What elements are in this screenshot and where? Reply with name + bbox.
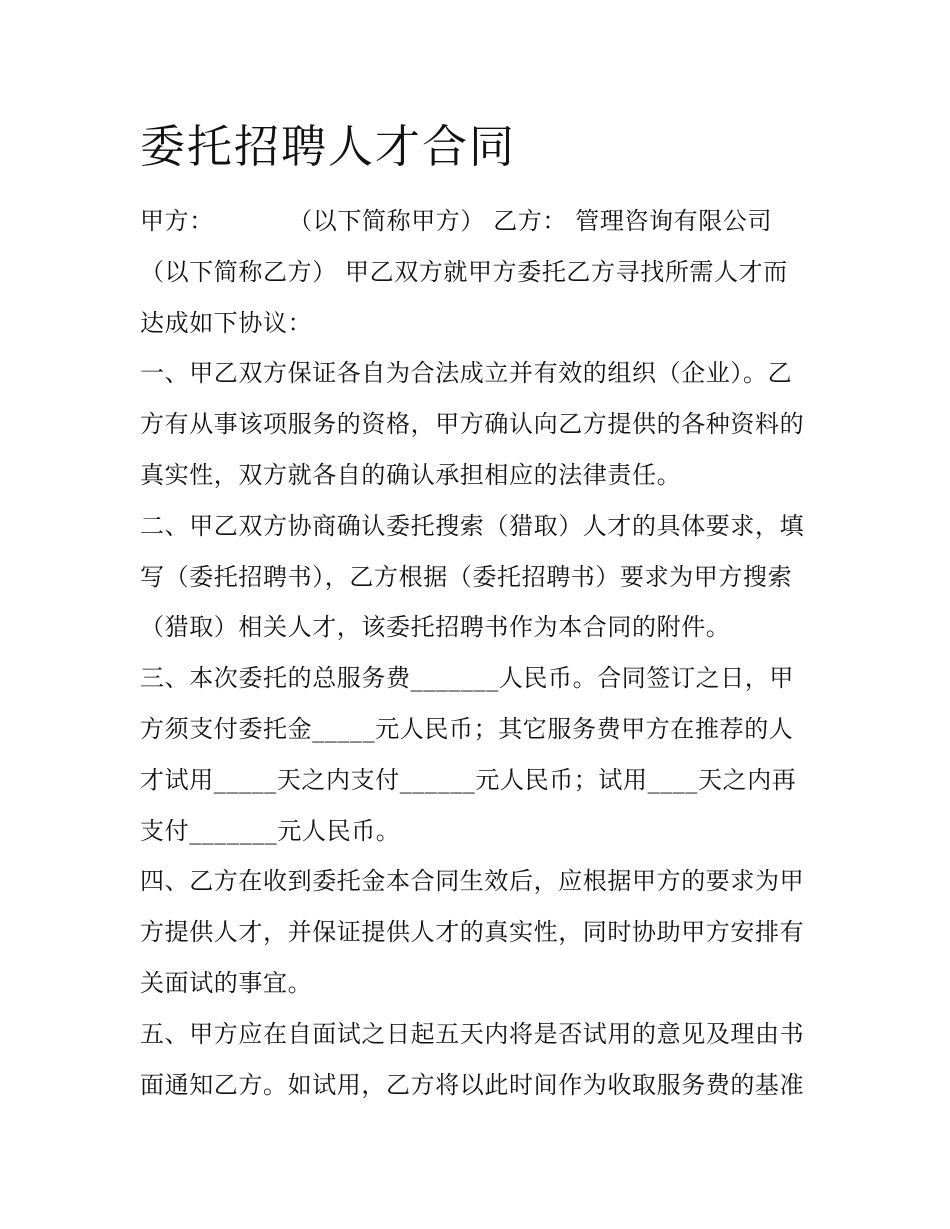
text-line: 二、甲乙双方协商确认委托搜索（猎取）人才的具体要求，填 — [140, 511, 805, 540]
document-title: 委托招聘人才合同 — [140, 120, 517, 173]
text-line: （猎取）相关人才，该委托招聘书作为本合同的附件。 — [140, 613, 731, 642]
text-line: 达成如下协议： — [140, 308, 313, 337]
text-line: 四、乙方在收到委托金本合同生效后，应根据甲方的要求为甲 — [140, 867, 805, 896]
text-line: 支付_______元人民币。 — [140, 816, 401, 845]
text-line: 五、甲方应在自面试之日起五天内将是否试用的意见及理由书 — [140, 1019, 805, 1048]
text-line: 写（委托招聘书），乙方根据（委托招聘书）要求为甲方搜索 — [140, 562, 793, 591]
text-line: 方提供人才，并保证提供人才的真实性，同时协助甲方安排有 — [140, 918, 805, 947]
text-line: 三、本次委托的总服务费_______人民币。合同签订之日，甲 — [140, 664, 794, 693]
text-line: 真实性，双方就各自的确认承担相应的法律责任。 — [140, 460, 682, 489]
text-line: 一、甲乙双方保证各自为合法成立并有效的组织（企业）。乙 — [140, 359, 793, 388]
text-line: 方须支付委托金_____元人民币；其它服务费甲方在推荐的人 — [140, 714, 794, 743]
contract-body — [140, 196, 820, 1110]
text-line: 面通知乙方。如试用，乙方将以此时间作为收取服务费的基准 — [140, 1070, 805, 1099]
text-line: 方有从事该项服务的资格，甲方确认向乙方提供的各种资料的 — [140, 410, 805, 439]
text-line: 甲方： （以下简称甲方） 乙方： 管理咨询有限公司 — [140, 207, 773, 235]
text-line: （以下简称乙方） 甲乙双方就甲方委托乙方寻找所需人才而 — [140, 257, 788, 286]
text-line: 才试用_____天之内支付______元人民币；试用____天之内再 — [140, 765, 797, 794]
text-line: 关面试的事宜。 — [140, 968, 313, 997]
